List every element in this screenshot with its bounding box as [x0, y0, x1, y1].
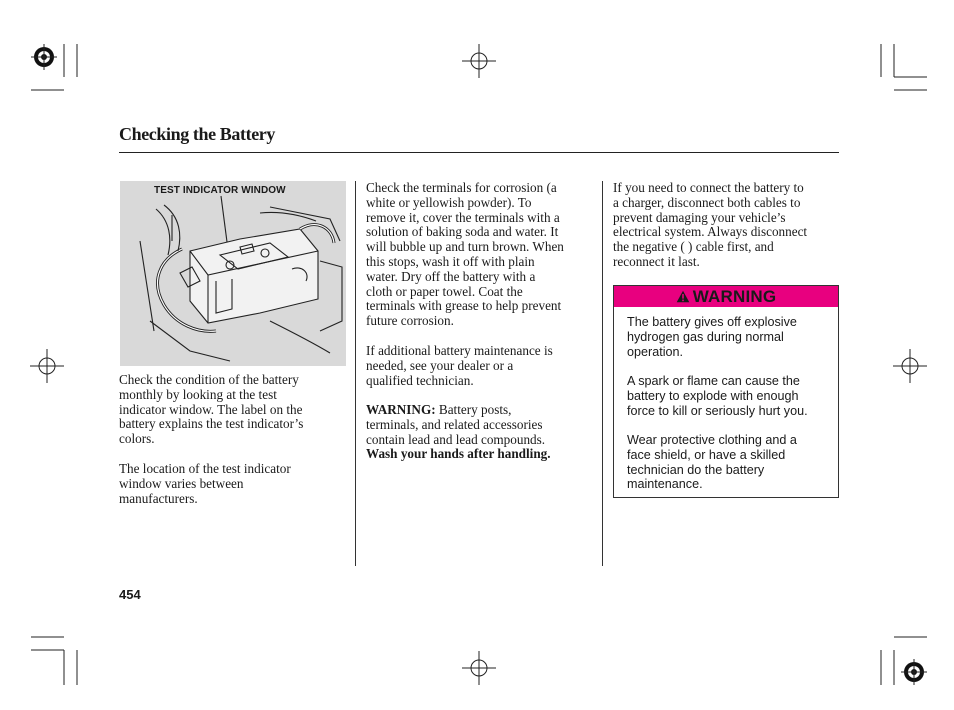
column-divider-1 [355, 181, 356, 566]
column2-para2 [366, 344, 598, 388]
starburst-mark-bottom-right [901, 659, 927, 685]
text-line: Check the condition of the battery [119, 372, 299, 387]
warning-triangle-icon [676, 290, 690, 303]
registration-target-left [30, 349, 64, 383]
text-line: electrical system. Always disconnect [613, 224, 808, 240]
text-line: force to kill or seriously hurt you. [627, 403, 808, 418]
text-line: this stops, wash it off with plain [366, 253, 535, 269]
warning-para1 [627, 315, 832, 359]
registration-target-bottom [462, 651, 496, 685]
starburst-mark-top-left [31, 44, 57, 70]
text-line: will bubble up and turn brown. When [366, 239, 564, 255]
column2-para1 [366, 181, 598, 329]
page-title: Checking the Battery [119, 124, 275, 144]
warning-label: WARNING: [366, 402, 436, 417]
text-line: battery explains the test indicator’s [119, 416, 304, 432]
text-line: terminals with grease to help prevent [366, 298, 562, 314]
text-line: operation. [627, 344, 684, 359]
battery-drawing [120, 181, 346, 366]
text-line: future corrosion. [366, 313, 454, 329]
text-line: manufacturers. [119, 490, 198, 506]
registration-target-right [893, 349, 927, 383]
battery-illustration [120, 181, 346, 366]
column1-para1 [119, 373, 349, 447]
text-line: window varies between [119, 475, 244, 491]
text-line: If you need to connect the battery to [613, 180, 804, 195]
text-line: terminals, and related accessories [366, 416, 543, 432]
text-line: indicator window. The label on the [119, 401, 303, 417]
text-line: reconnect it last. [613, 253, 700, 269]
figure-label: TEST INDICATOR WINDOW [154, 185, 286, 196]
text-line: colors. [119, 431, 155, 447]
text-line [366, 403, 598, 418]
column3-para1 [613, 181, 845, 270]
text-line: Wear protective clothing and a [627, 433, 797, 447]
warning-para3 [627, 433, 832, 492]
text-line: needed, see your dealer or a [366, 357, 514, 373]
text-line: a charger, disconnect both cables to [613, 194, 801, 210]
text-line: technician do the battery [627, 462, 765, 477]
text-line [366, 447, 598, 462]
text-line: solution of baking soda and water. It [366, 224, 559, 240]
text-line: Check the terminals for corrosion (a [366, 180, 557, 195]
text-line: face shield, or have a skilled [627, 447, 786, 462]
column-divider-2 [602, 181, 603, 566]
text-line: If additional battery maintenance is [366, 343, 553, 358]
warning-para2 [627, 374, 832, 418]
text-line: prevent damaging your vehicle’s [613, 209, 786, 225]
text-line: The battery gives off explosive [627, 315, 797, 329]
text-line: water. Dry off the battery with a [366, 268, 536, 284]
text-line: white or yellowish powder). To [366, 194, 532, 210]
text-line: A spark or flame can cause the [627, 374, 800, 388]
text-line: hydrogen gas during normal [627, 329, 784, 344]
column1-para2 [119, 462, 349, 506]
text-line: qualified technician. [366, 372, 474, 388]
warning-heading: WARNING [692, 286, 777, 306]
text-line: battery to explode with enough [627, 388, 799, 403]
page-number: 454 [119, 587, 141, 602]
text-line: The location of the test indicator [119, 461, 291, 476]
text-line: cloth or paper towel. Coat the [366, 283, 523, 299]
text-line: monthly by looking at the test [119, 386, 277, 402]
warning-header [614, 286, 838, 307]
title-rule [119, 152, 839, 153]
text-line: maintenance. [627, 477, 703, 492]
wash-hands-note: Wash your hands after handling. [366, 446, 551, 462]
warning-box [613, 285, 839, 498]
text-line: remove it, cover the terminals with a [366, 209, 560, 225]
registration-target-top [462, 44, 496, 78]
text-line: contain lead and lead compounds. [366, 431, 546, 447]
column2-lead-warning [366, 403, 598, 462]
warning-text: Battery posts, [438, 402, 512, 417]
text-line: the negative ( ) cable first, and [613, 239, 774, 255]
